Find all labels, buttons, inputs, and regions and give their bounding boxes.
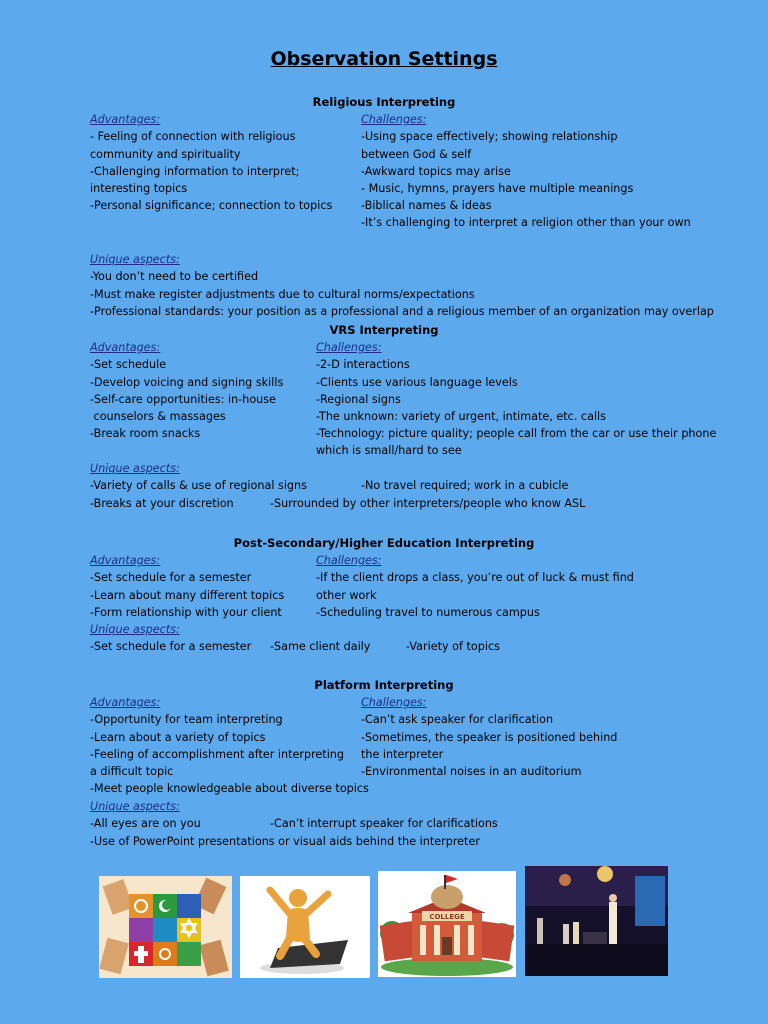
- religious-challenges: [361, 111, 691, 231]
- challenges-heading: Challenges:: [316, 554, 382, 568]
- list-item: -Using space effectively; showing relationship: [361, 130, 618, 144]
- figure-laptop-image: [240, 876, 370, 978]
- list-item: - Music, hymns, prayers have multiple meanings: [361, 182, 634, 196]
- list-item: -Self-care opportunities: in-house: [90, 392, 276, 406]
- vrs-title: VRS Interpreting: [329, 323, 439, 337]
- list-item: -No travel required; work in a cubicle: [361, 479, 569, 493]
- list-item: -Breaks at your discretion: [90, 496, 234, 510]
- list-item: - Feeling of connection with religious: [90, 130, 296, 144]
- list-item: -Use of PowerPoint presentations or visual aids behind the interpreter: [90, 834, 480, 848]
- list-item: -Set schedule for a semester: [90, 571, 252, 585]
- list-item: -Learn about many different topics: [90, 588, 285, 602]
- religious-title: Religious Interpreting: [312, 95, 456, 109]
- challenges-heading: Challenges:: [361, 113, 427, 127]
- list-item: -2-D interactions: [316, 358, 410, 372]
- list-item: -Can’t ask speaker for clarification: [361, 713, 554, 727]
- unique-aspects-heading: Unique aspects:: [90, 800, 180, 814]
- list-item: -Learn about a variety of topics: [90, 730, 266, 744]
- illustration-row: [0, 866, 768, 978]
- post-secondary-title: Post-Secondary/Higher Education Interpreting: [233, 536, 535, 550]
- unique-row: [90, 638, 750, 655]
- list-item: -Challenging information to interpret;: [90, 164, 300, 178]
- unique-row: [90, 833, 750, 850]
- list-item: -Biblical names & ideas: [361, 199, 492, 213]
- list-item: -If the client drops a class, you’re out of luck & must find: [316, 571, 634, 585]
- unique-aspects-heading: Unique aspects:: [90, 462, 180, 476]
- list-item: -Variety of topics: [406, 640, 500, 654]
- list-item: between God & self: [361, 147, 472, 161]
- post-secondary-section: [90, 535, 750, 656]
- list-item: -Surrounded by other interpreters/people who know ASL: [270, 496, 586, 510]
- stage-photo-image: [525, 866, 668, 976]
- page-title: Observation Settings: [270, 48, 498, 70]
- list-item: -Set schedule: [90, 358, 167, 372]
- challenges-heading: Challenges:: [316, 341, 382, 355]
- unique-aspects-heading: Unique aspects:: [90, 623, 180, 637]
- vrs-challenges: [316, 339, 716, 459]
- list-item: interesting topics: [90, 182, 188, 196]
- post-advantages: [90, 552, 284, 621]
- list-item: -Feeling of accomplishment after interpreting: [90, 747, 344, 761]
- list-item: -Regional signs: [316, 392, 401, 406]
- challenges-heading: Challenges:: [361, 696, 427, 710]
- college-sign-text: COLLEGE: [429, 913, 465, 921]
- advantages-heading: Advantages:: [90, 554, 161, 568]
- religious-advantages: [90, 111, 332, 214]
- list-item: -Form relationship with your client: [90, 605, 282, 619]
- platform-advantages: [90, 694, 369, 797]
- list-item: -Opportunity for team interpreting: [90, 713, 283, 727]
- advantages-heading: Advantages:: [90, 113, 161, 127]
- platform-challenges: [361, 694, 617, 780]
- unique-row: [90, 495, 750, 512]
- list-item: which is small/hard to see: [316, 444, 462, 458]
- list-item: -Set schedule for a semester: [90, 640, 252, 654]
- list-item: the interpreter: [361, 747, 444, 761]
- religious-symbols-image: [99, 876, 232, 978]
- list-item: -Awkward topics may arise: [361, 164, 511, 178]
- college-building-image: [378, 871, 516, 977]
- advantages-heading: Advantages:: [90, 341, 161, 355]
- advantages-heading: Advantages:: [90, 696, 161, 710]
- list-item: counselors & massages: [90, 410, 226, 424]
- list-item: -Environmental noises in an auditorium: [361, 765, 582, 779]
- unique-row: [90, 477, 750, 494]
- unique-aspects-heading: Unique aspects:: [90, 253, 180, 267]
- person-icon: [240, 876, 370, 978]
- list-item: -Personal significance; connection to topics: [90, 199, 333, 213]
- list-item: -Variety of calls & use of regional signs: [90, 479, 307, 493]
- list-item: -Scheduling travel to numerous campus: [316, 605, 540, 619]
- stage-icon: [525, 866, 668, 976]
- platform-section: [90, 677, 750, 850]
- list-item: -It’s challenging to interpret a religion other than your own: [361, 216, 691, 230]
- platform-title: Platform Interpreting: [314, 678, 454, 692]
- list-item: -Meet people knowledgeable about diverse topics: [90, 782, 369, 796]
- list-item: -Must make register adjustments due to cultural norms/expectations: [90, 287, 475, 301]
- list-item: -All eyes are on you: [90, 817, 201, 831]
- list-item: -Technology: picture quality; people call from the car or use their phone: [316, 427, 717, 441]
- list-item: -You don’t need to be certified: [90, 270, 259, 284]
- college-icon: [378, 871, 516, 977]
- list-item: -Sometimes, the speaker is positioned behind: [361, 730, 618, 744]
- religious-section: [90, 94, 750, 320]
- list-item: community and spirituality: [90, 147, 241, 161]
- list-item: -Same client daily: [270, 640, 371, 654]
- post-challenges: [316, 552, 634, 621]
- list-item: -Develop voicing and signing skills: [90, 375, 284, 389]
- list-item: -Professional standards: your position as a professional and a religious member of an organization may overlap: [90, 304, 714, 318]
- vrs-advantages: [90, 339, 283, 442]
- unique-row: [90, 815, 750, 832]
- puzzle-icon: [99, 876, 232, 978]
- list-item: -Break room snacks: [90, 427, 201, 441]
- list-item: -Can’t interrupt speaker for clarifications: [270, 817, 498, 831]
- vrs-section: [90, 322, 750, 512]
- list-item: -The unknown: variety of urgent, intimate, etc. calls: [316, 410, 606, 424]
- list-item: -Clients use various language levels: [316, 375, 518, 389]
- list-item: other work: [316, 588, 377, 602]
- list-item: a difficult topic: [90, 765, 174, 779]
